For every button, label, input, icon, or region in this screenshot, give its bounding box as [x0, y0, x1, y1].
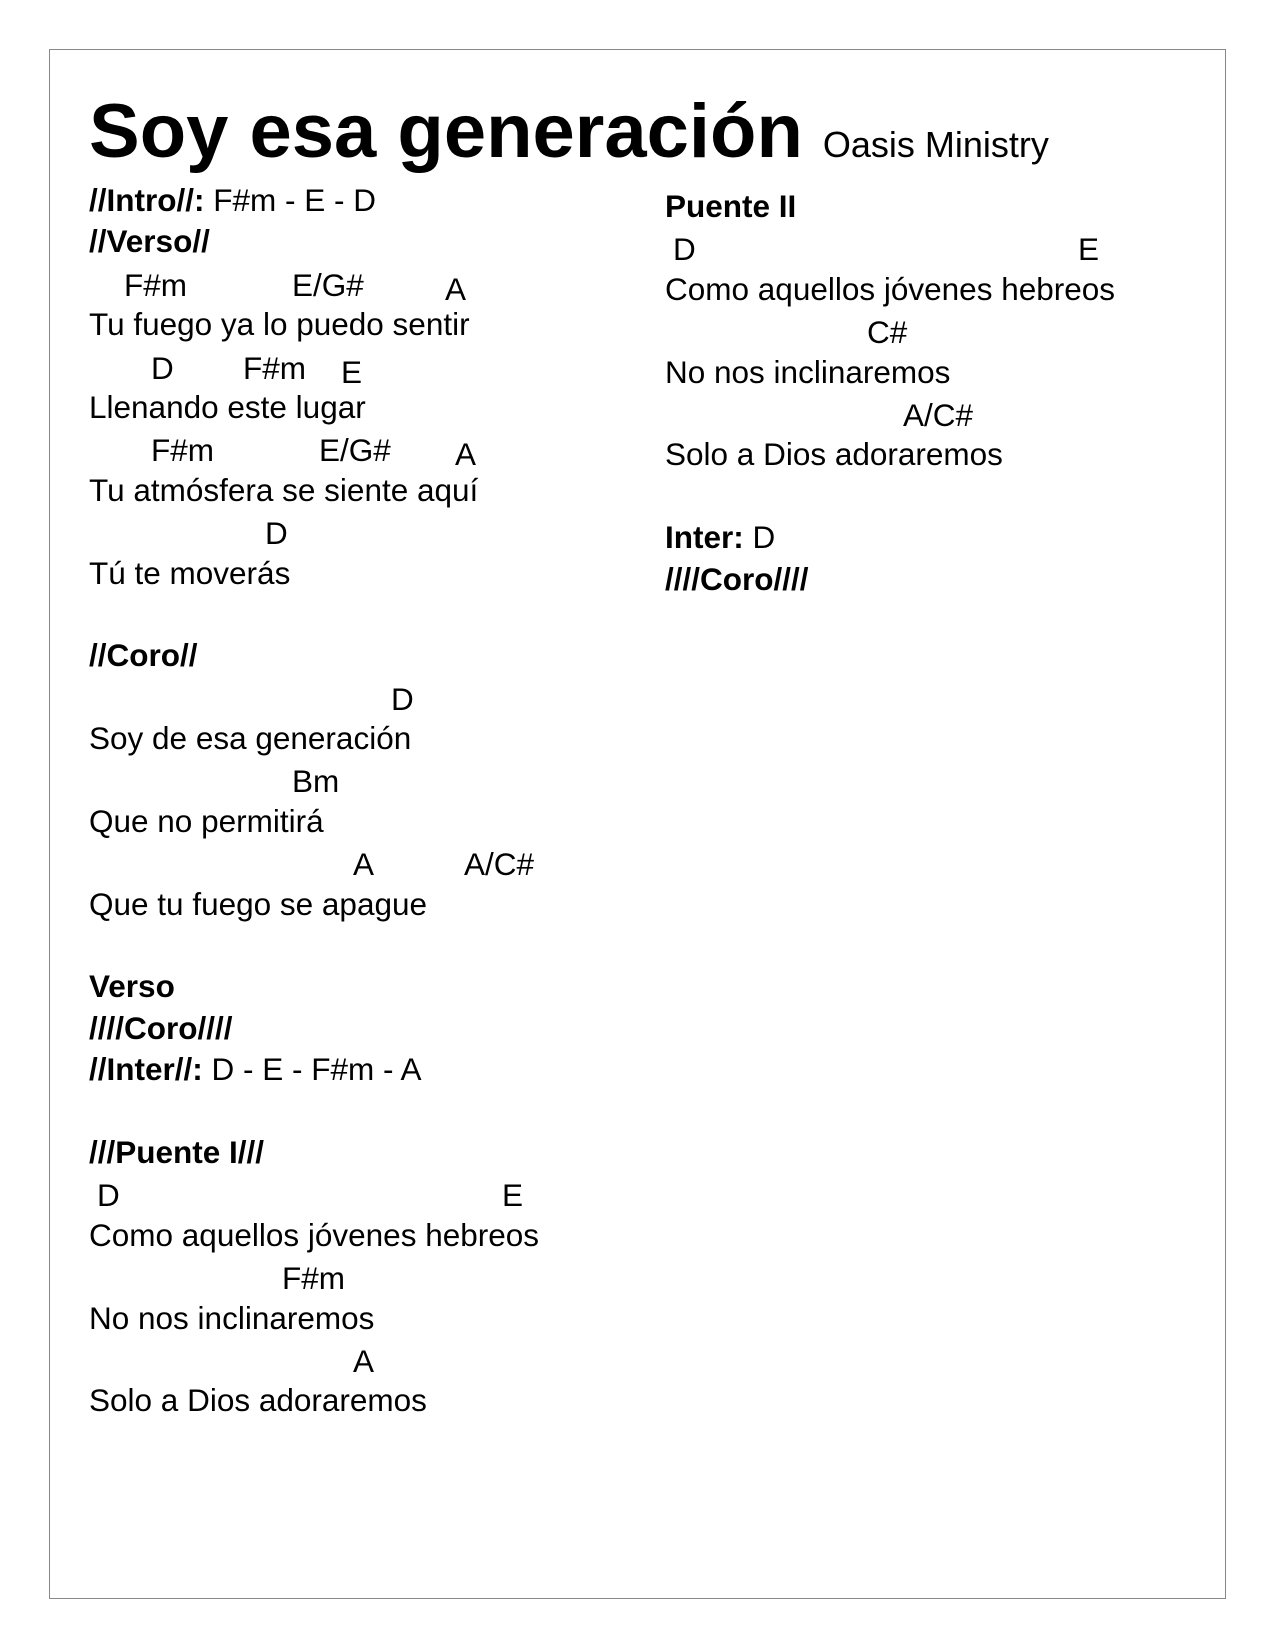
chord-line	[89, 759, 649, 800]
inter-chords: D - E - F#m - A	[202, 1051, 422, 1088]
lyric-line: Como aquellos jóvenes hebreos	[665, 270, 1116, 307]
right-column	[665, 186, 1225, 600]
blank-line	[89, 1091, 649, 1132]
lyric-line: Que tu fuego se apague	[89, 885, 428, 922]
section-label-inter: //Inter//:	[89, 1051, 203, 1088]
song-artist: Oasis Ministry	[822, 124, 1049, 165]
chord: A	[353, 1342, 375, 1379]
lyric-line: Llenando este lugar	[89, 388, 366, 425]
chord-line	[89, 428, 649, 473]
section-label-puente-2: Puente II	[665, 188, 797, 224]
chord: D	[265, 515, 288, 552]
section-label-verso: //Verso//	[89, 223, 210, 260]
chord: E	[1078, 231, 1100, 268]
chord-line	[89, 263, 649, 307]
section-label-coro-repeat: ////Coro////	[89, 1009, 233, 1046]
blank-line	[89, 594, 649, 635]
chord: F#m	[282, 1260, 345, 1297]
inter-line	[89, 1049, 649, 1090]
chord-line	[665, 227, 1225, 268]
intro-chords: F#m - E - D	[204, 182, 376, 218]
lyric-line: Tú te moverás	[89, 554, 291, 591]
chord-line	[89, 1173, 649, 1214]
chord-line	[665, 393, 1225, 434]
chord: C#	[867, 314, 908, 351]
section-label-inter: Inter:	[665, 519, 744, 556]
lyric-line: No nos inclinaremos	[665, 353, 951, 390]
section-label-coro: //Coro//	[89, 637, 198, 674]
inter-line	[665, 517, 1225, 558]
lyric-line: Tu atmósfera se siente aquí	[89, 471, 479, 508]
chord: E	[502, 1177, 524, 1214]
blank-line	[89, 925, 649, 966]
chord: F#m	[243, 349, 306, 386]
chord-line	[89, 1256, 649, 1297]
chord: D	[151, 349, 174, 386]
chord-line	[89, 511, 649, 552]
left-column	[89, 180, 649, 1422]
chord: Bm	[292, 763, 340, 800]
chord: D	[673, 231, 696, 268]
chord-line	[665, 310, 1225, 351]
chord-line	[89, 346, 649, 390]
chord: D	[97, 1177, 120, 1214]
chord: A	[353, 846, 375, 883]
chord: A	[445, 270, 467, 307]
intro-line	[89, 180, 649, 221]
song-title: Soy esa generación	[89, 89, 803, 174]
lyric-line: Como aquellos jóvenes hebreos	[89, 1216, 540, 1253]
chord: A	[455, 436, 477, 473]
lyric-line: Tu fuego ya lo puedo sentir	[89, 306, 470, 343]
section-label-intro: //Intro//:	[89, 182, 205, 218]
lyric-line: Que no permitirá	[89, 802, 324, 839]
chord: F#m	[151, 432, 214, 469]
section-label-coro-final: ////Coro////	[665, 560, 809, 597]
chord: E/G#	[292, 266, 364, 303]
lyric-line: No nos inclinaremos	[89, 1299, 375, 1336]
chord: A/C#	[903, 396, 974, 433]
lyric-line: Solo a Dios adoraremos	[89, 1382, 427, 1419]
section-label-puente-1: ///Puente I///	[89, 1133, 265, 1170]
song-header	[89, 88, 1049, 175]
chord: D	[391, 680, 414, 717]
chord: E	[341, 353, 363, 390]
chord: A/C#	[464, 846, 535, 883]
section-label-verso-repeat: Verso	[89, 968, 175, 1005]
chord: F#m	[124, 266, 187, 303]
inter-chords: D	[743, 519, 776, 556]
lyric-line: Solo a Dios adoraremos	[665, 436, 1003, 473]
chord-line	[89, 842, 649, 883]
chord-line	[89, 677, 649, 718]
chord-line	[89, 1339, 649, 1380]
blank-line	[665, 476, 1225, 517]
lyric-line: Soy de esa generación	[89, 720, 412, 757]
chord: E/G#	[319, 432, 391, 469]
